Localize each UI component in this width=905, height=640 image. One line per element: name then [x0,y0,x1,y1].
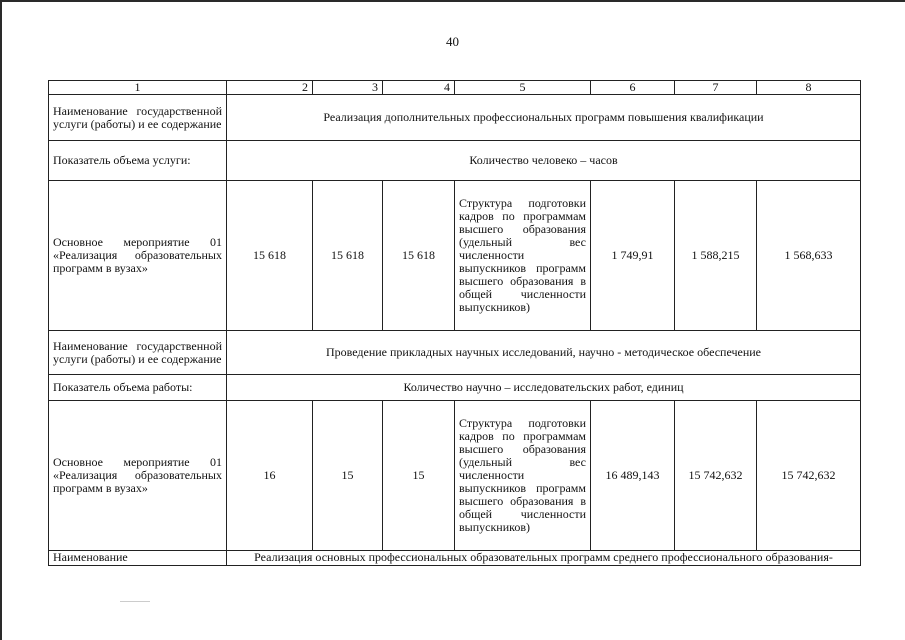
cell-value: 15 618 [383,181,455,331]
table-row [49,331,861,375]
col-header-7: 7 [675,81,757,95]
cell-value: 15 742,632 [757,401,861,551]
table-row [49,95,861,141]
col-header-6: 6 [591,81,675,95]
table-row [49,141,861,181]
table-row [49,375,861,401]
budget-table [48,80,861,566]
service-name-value: Реализация основных профессиональных образовательных программ среднего профессионального образования- [227,551,861,566]
cell-value: 1 749,91 [591,181,675,331]
indicator-description: Структура подготовки кадров по программам высшего образования (удельный вес численности выпускников программ высшего образования в общей численности выпускников) [455,181,591,331]
cell-value: 16 489,143 [591,401,675,551]
cell-value: 15 [313,401,383,551]
volume-indicator-label: Показатель объема услуги: [49,141,227,181]
table-header-row [49,81,861,95]
volume-indicator-value: Количество научно – исследовательских работ, единиц [227,375,861,401]
col-header-3: 3 [313,81,383,95]
table-row [49,551,861,566]
cell-value: 15 742,632 [675,401,757,551]
service-name-value: Проведение прикладных научных исследований, научно - методическое обеспечение [227,331,861,375]
col-header-8: 8 [757,81,861,95]
page-number: 40 [446,34,459,49]
service-name-label: Наименование государственной услуги (работы) и ее содержание [49,95,227,141]
cell-value: 1 568,633 [757,181,861,331]
volume-indicator-label: Показатель объема работы: [49,375,227,401]
cell-value: 1 588,215 [675,181,757,331]
scan-artifact [120,601,150,602]
cell-value: 15 [383,401,455,551]
indicator-description: Структура подготовки кадров по программам высшего образования (удельный вес численности выпускников программ высшего образования в общей численности выпускников) [455,401,591,551]
table-row [49,181,861,331]
col-header-1: 1 [49,81,227,95]
cell-value: 15 618 [227,181,313,331]
activity-label: Основное мероприятие 01 «Реализация образовательных программ в вузах» [49,181,227,331]
col-header-4: 4 [383,81,455,95]
service-name-value: Реализация дополнительных профессиональных программ повышения квалификации [227,95,861,141]
service-name-label: Наименование [49,551,227,566]
cell-value: 16 [227,401,313,551]
scan-edge-left [0,0,2,640]
volume-indicator-value: Количество человеко – часов [227,141,861,181]
table-row [49,401,861,551]
col-header-5: 5 [455,81,591,95]
col-header-2: 2 [227,81,313,95]
cell-value: 15 618 [313,181,383,331]
service-name-label: Наименование государственной услуги (работы) и ее содержание [49,331,227,375]
activity-label: Основное мероприятие 01 «Реализация образовательных программ в вузах» [49,401,227,551]
scan-edge-top [0,0,905,2]
